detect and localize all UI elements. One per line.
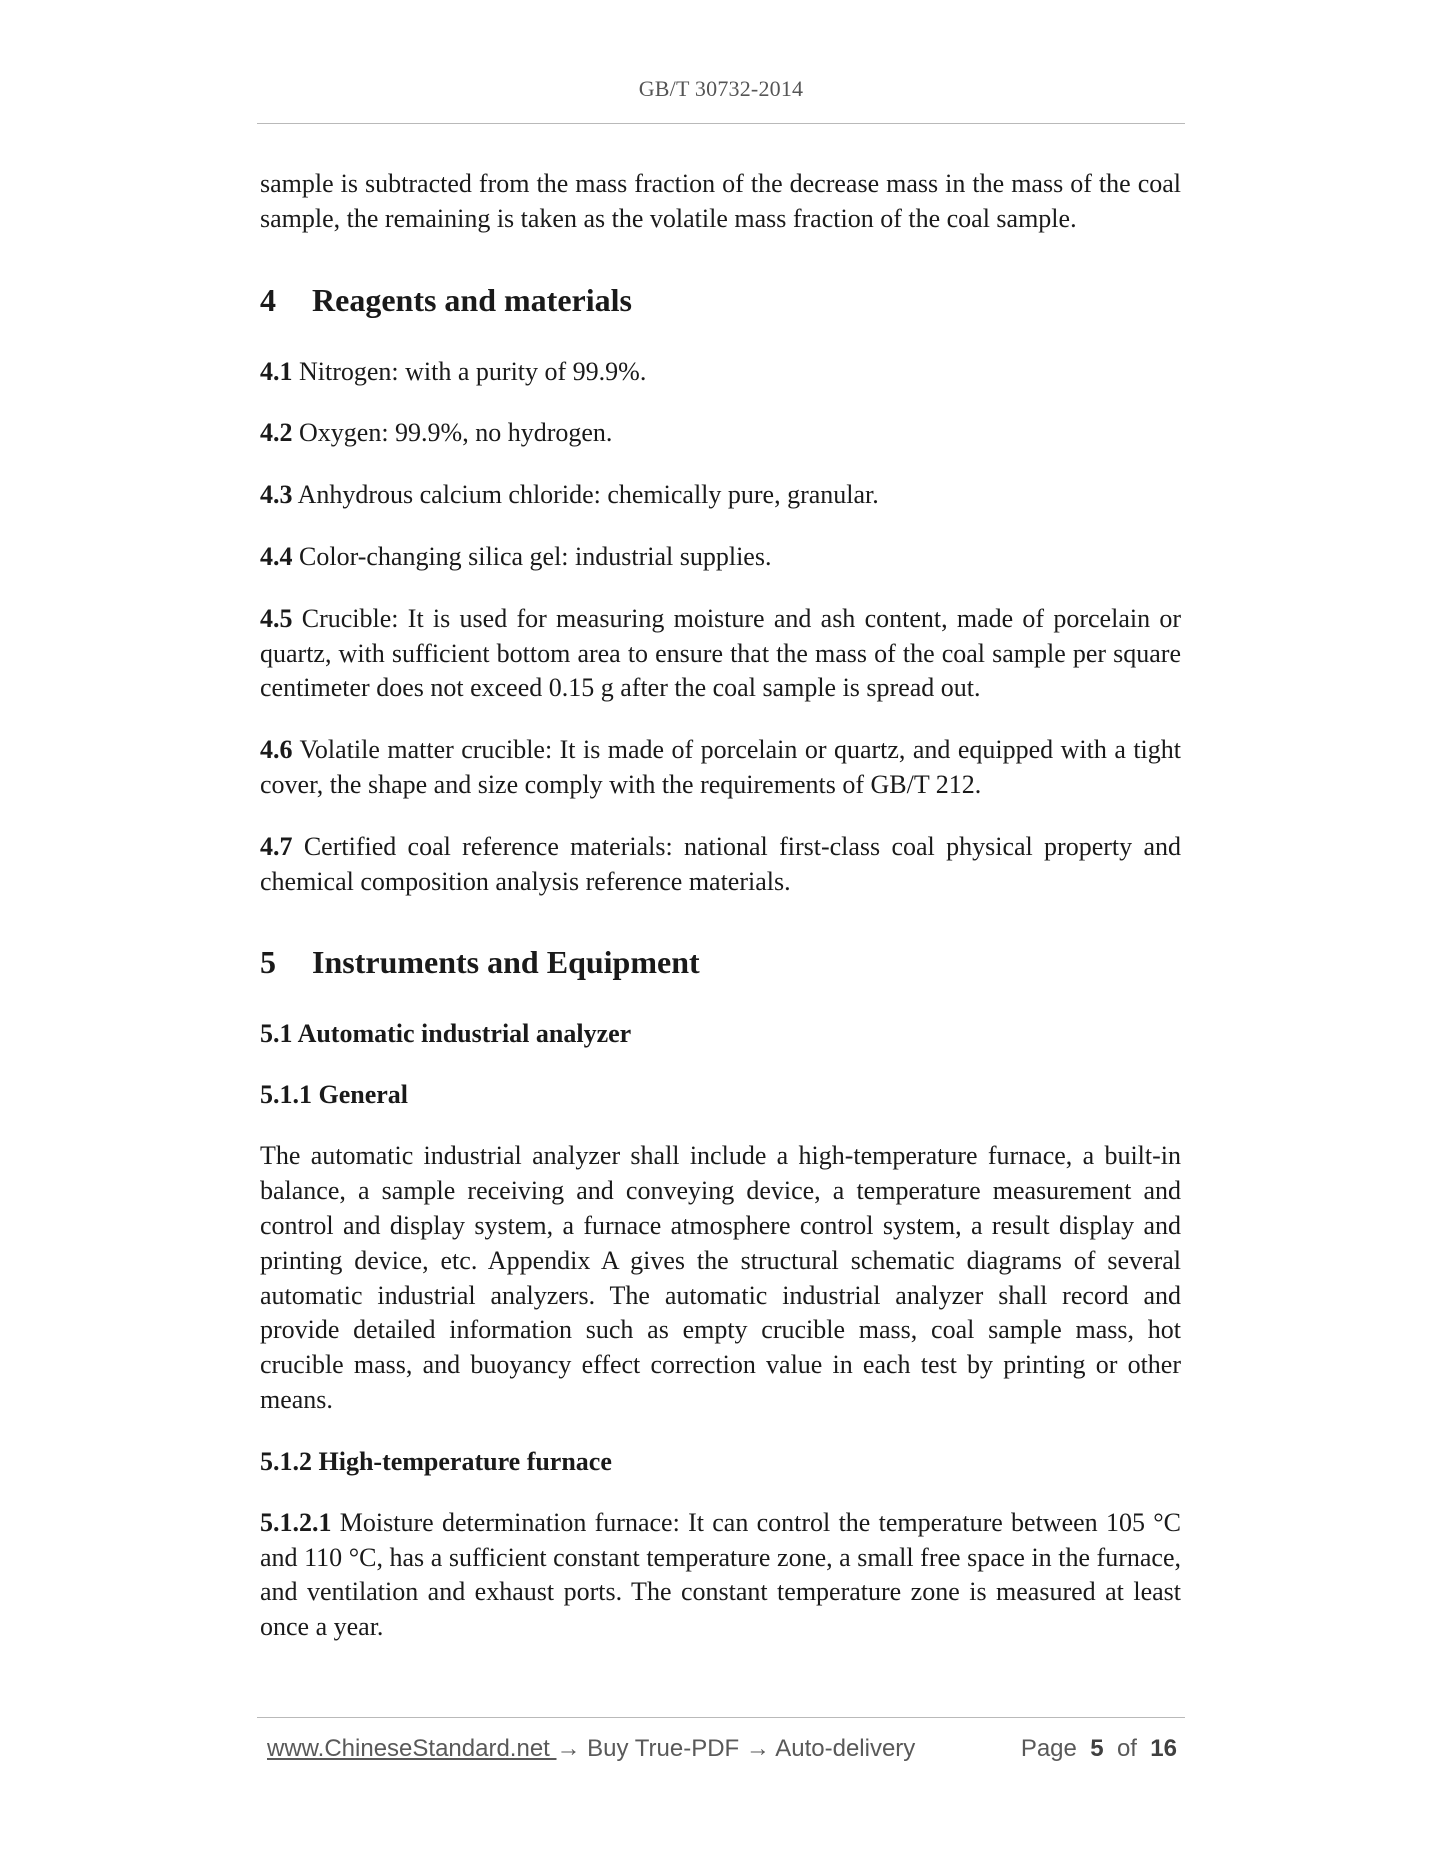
page-label: Page bbox=[1020, 1735, 1077, 1762]
section-5-heading bbox=[260, 942, 1181, 982]
clause-text: Anhydrous calcium chloride: chemically pure, granular. bbox=[297, 480, 879, 510]
subsection-5-1-2-heading: 5.1.2 High-temperature furnace bbox=[260, 1446, 612, 1476]
clause-text: Oxygen: 99.9%, no hydrogen. bbox=[299, 418, 613, 448]
section-4-number: 4 bbox=[260, 281, 276, 318]
intro-paragraph: sample is subtracted from the mass fraction of the decrease mass in the mass of the coal sample, the remaining is taken as the volatile mass fraction of the coal sample. bbox=[260, 169, 1181, 233]
document-header: GB/T 30732-2014 bbox=[638, 76, 804, 101]
clause-number: 4.6 bbox=[260, 735, 293, 765]
clause-4-4 bbox=[260, 540, 1181, 575]
footer-links bbox=[267, 1732, 915, 1766]
clause-text: Nitrogen: with a purity of 99.9%. bbox=[299, 356, 647, 386]
general-paragraph: The automatic industrial analyzer shall include a high-temperature furnace, a built-in balance, a sample receiving and conveying device, a temperature measurement and control and display system, a furnace atmosphere control system, a result display and printing device, etc. Appendix A gives the structural schematic diagrams of several automatic industrial analyzers. The automatic industrial analyzer shall record and provide detailed information such as empty crucible mass, coal sample mass, hot crucible mass, and buoyancy effect correction value in each test by printing or other means. bbox=[260, 1141, 1181, 1414]
clause-5-1-2-1 bbox=[260, 1506, 1181, 1645]
clause-number: 4.3 bbox=[260, 480, 293, 510]
section-4-title: Reagents and materials bbox=[312, 281, 632, 318]
auto-delivery-text: Auto-delivery bbox=[775, 1735, 916, 1762]
clause-4-6 bbox=[260, 733, 1181, 803]
clause-4-2 bbox=[260, 416, 1181, 451]
page-content bbox=[260, 167, 1181, 1645]
clause-number: 5.1.2.1 bbox=[260, 1507, 332, 1537]
subsection-5-1-heading: 5.1 Automatic industrial analyzer bbox=[260, 1019, 632, 1049]
site-link[interactable]: www.ChineseStandard.net bbox=[267, 1735, 557, 1762]
clause-text: Certified coal reference materials: national first-class coal physical property and chemical composition analysis reference materials. bbox=[260, 831, 1181, 896]
buy-true-pdf-text: Buy True-PDF bbox=[587, 1735, 740, 1762]
header-divider bbox=[257, 123, 1185, 124]
section-5-title: Instruments and Equipment bbox=[312, 944, 700, 981]
clause-number: 4.1 bbox=[260, 356, 293, 386]
clause-text: Crucible: It is used for measuring moisture and ash content, made of porcelain or quartz, with sufficient bottom area to ensure that the mass of the coal sample per square centimeter does not exceed 0.15 g after the coal sample is spread out. bbox=[260, 603, 1182, 703]
footer-divider bbox=[257, 1717, 1185, 1718]
clause-4-1 bbox=[260, 355, 1181, 390]
section-5-number: 5 bbox=[260, 944, 276, 981]
clause-4-7 bbox=[260, 830, 1181, 900]
clause-number: 4.7 bbox=[260, 831, 293, 861]
clause-text: Moisture determination furnace: It can control the temperature between 105 °C and 110 °C, has a sufficient constant temperature zone, a small free space in the furnace, and ventilation and exhaust ports. The constant temperature zone is measured at least once a year. bbox=[260, 1507, 1181, 1642]
clause-text: Volatile matter crucible: It is made of porcelain or quartz, and equipped with a tight cover, the shape and size comply with the requirements of GB/T 212. bbox=[260, 735, 1181, 799]
clause-number: 4.2 bbox=[260, 418, 293, 448]
page-number: 5 bbox=[1090, 1735, 1104, 1762]
section-4-heading bbox=[260, 280, 1181, 320]
clause-text: Color-changing silica gel: industrial supplies. bbox=[299, 541, 772, 571]
page-indicator bbox=[1021, 1732, 1177, 1766]
arrow-icon: → bbox=[556, 1735, 588, 1762]
clause-number: 4.5 bbox=[260, 603, 293, 633]
clause-4-3 bbox=[260, 478, 1181, 513]
subsection-5-1-1-heading: 5.1.1 General bbox=[260, 1080, 409, 1110]
page-total: 16 bbox=[1150, 1735, 1177, 1762]
of-label: of bbox=[1116, 1735, 1137, 1762]
clause-4-5 bbox=[260, 602, 1181, 706]
clause-number: 4.4 bbox=[260, 541, 293, 571]
page-footer bbox=[267, 1732, 1177, 1766]
arrow-icon: → bbox=[739, 1735, 776, 1762]
